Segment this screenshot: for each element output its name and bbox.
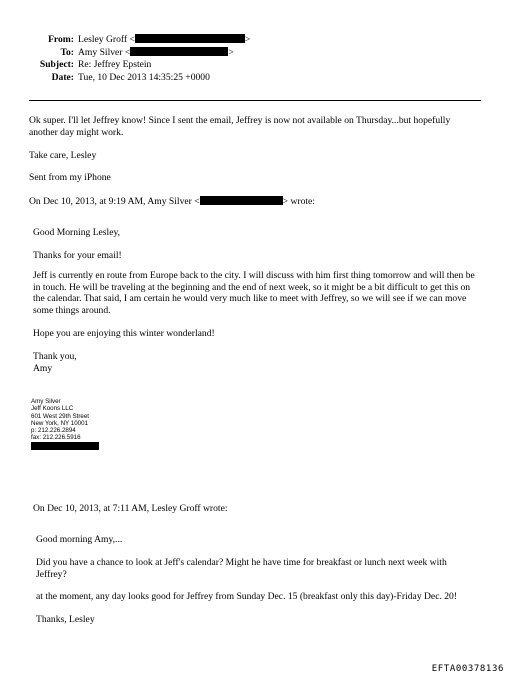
- header-divider: [29, 100, 481, 101]
- to-value: [78, 47, 234, 59]
- sig-line: New York, NY 10001: [31, 419, 88, 427]
- from-value: [78, 34, 250, 46]
- subject-label: Subject:: [39, 59, 74, 70]
- sig-line: Amy Silver: [31, 398, 61, 405]
- sig-line: 601 West 29th Street: [31, 412, 90, 420]
- amy-greeting: Good Morning Lesley,: [33, 227, 121, 238]
- amy-signoff: Thank you,: [33, 351, 77, 362]
- subject-row: [0, 59, 300, 72]
- sig-line: Jeff Koons LLC: [31, 405, 74, 413]
- to-row: [0, 47, 300, 60]
- bates-number: EFTA00378136: [431, 664, 504, 674]
- quote1-intro-text: On Dec 10, 2013, at 9:19 AM, Amy Silver <: [29, 196, 200, 207]
- date-row: [0, 72, 300, 85]
- quote1-intro: [29, 196, 315, 208]
- email-signature: [31, 398, 99, 451]
- from-name: Lesley Groff <: [78, 34, 135, 45]
- sig-line: fax: 212.226.5916: [31, 434, 81, 442]
- email-header: [0, 34, 300, 84]
- close-angle: >: [228, 46, 234, 58]
- redaction-box: [200, 196, 283, 205]
- lesley-signoff: Thanks, Lesley: [36, 614, 95, 625]
- redaction-box: [130, 47, 228, 56]
- sig-redaction: [31, 442, 99, 451]
- reply-signoff: Take care, Lesley: [29, 150, 97, 161]
- date-label: Date:: [51, 71, 74, 83]
- reply-paragraph-1: Ok super. I'll let Jeffrey know! Since I sent the email, Jeffrey is now not available on Thursday...but hopefully another day might work.: [29, 115, 451, 138]
- amy-name: Amy: [33, 363, 53, 374]
- redaction-box: [135, 34, 245, 43]
- to-name: Amy Silver <: [78, 46, 131, 58]
- sig-line: p: 212.226.2894: [31, 427, 76, 435]
- lesley-paragraph-2: at the moment, any day looks good for Jeffrey from Sunday Dec. 15 (breakfast only this day)-Friday Dec. 20!: [36, 591, 458, 602]
- date-value: Tue, 10 Dec 2013 14:35:25 +0000: [78, 71, 210, 83]
- quote1-intro-wrote: > wrote:: [282, 196, 315, 207]
- quote2-intro: On Dec 10, 2013, at 7:11 AM, Lesley Groff wrote:: [33, 503, 228, 514]
- to-label: To:: [60, 46, 74, 58]
- amy-thanks: Thanks for your email!: [33, 250, 122, 261]
- from-label: From:: [48, 34, 74, 45]
- lesley-paragraph-1: Did you have a chance to look at Jeff's calendar? Might he have time for breakfast or lunch next week with Jeffrey?: [36, 557, 447, 580]
- subject-value: Re: Jeffrey Epstein: [78, 59, 152, 70]
- lesley-greeting: Good morning Amy,...: [36, 534, 123, 545]
- amy-paragraph-2: Hope you are enjoying this winter wonderland!: [33, 328, 215, 339]
- close-angle: >: [244, 34, 251, 45]
- reply-sent-from: Sent from my iPhone: [29, 172, 111, 183]
- amy-paragraph-1: Jeff is currently en route from Europe back to the city. I will discuss with him first thing tomorrow and will then be in touch. He will be traveling at the beginning and the end of next week, so it might be a bit difficult to get this on the calendar. That said, I am certain he would very much like to meet with Jeffrey, so we will see if we can move some things around.: [33, 270, 475, 316]
- from-row: [0, 34, 300, 47]
- redaction-box: [31, 442, 99, 450]
